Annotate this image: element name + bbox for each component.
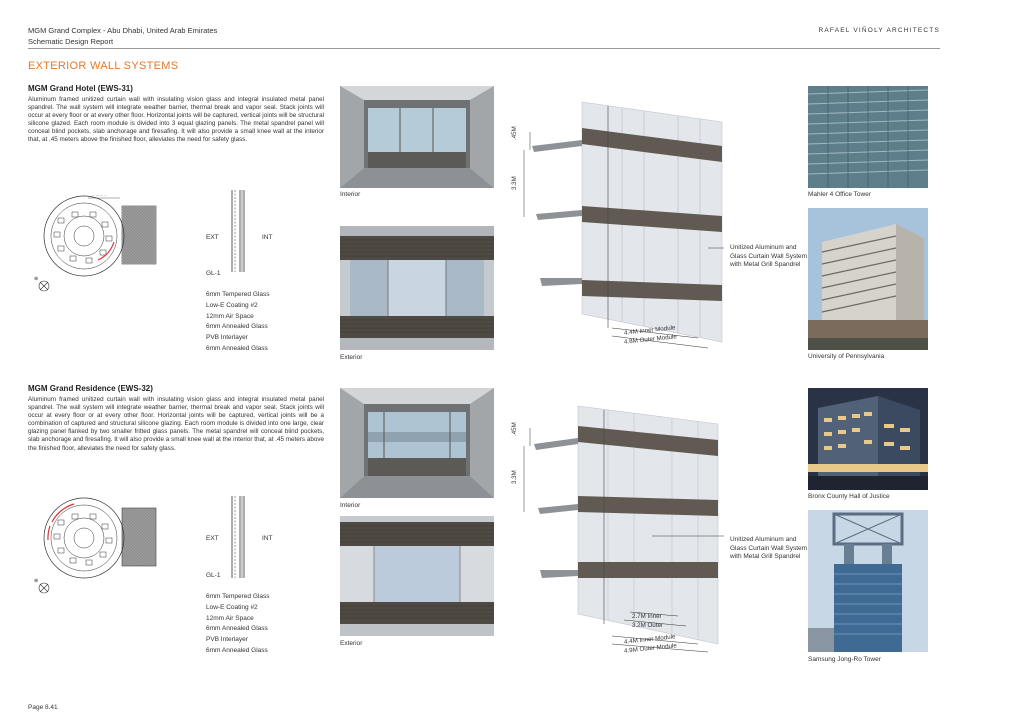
residence-wall-system-label: Unitized Aluminum and Glass Curtain Wall System with Metal Grill Spandrel (730, 536, 808, 560)
residence-dim-outer-small: 3.2M Outer (632, 622, 663, 629)
report-subtitle: Schematic Design Report (28, 37, 114, 46)
firm-logo-text: RAFAEL VIÑOLY ARCHITECTS (818, 27, 940, 34)
svg-text:⊕: ⊕ (34, 276, 39, 282)
hotel-plan-diagram (28, 190, 168, 300)
residence-dim-floor: 3.3M (511, 470, 518, 484)
hotel-photo2-caption: University of Pennsylvania (808, 353, 885, 360)
north-arrow-icon (34, 276, 49, 291)
layer-item: 12mm Air Space (206, 312, 254, 320)
residence-gl-label: GL-1 (206, 572, 221, 579)
residence-photo1-caption: Bronx County Hall of Justice (808, 493, 890, 500)
hotel-curtainwall-isometric (512, 92, 732, 352)
samsung-tower-photo (808, 510, 928, 652)
residence-dim-outer: 4.9M Outer Module (623, 642, 678, 655)
residence-dim-inner: 4.4M Inner Module (623, 633, 676, 646)
residence-exterior-render (340, 516, 494, 636)
residence-plan-diagram (28, 492, 168, 602)
hotel-interior-caption: Interior (340, 191, 361, 198)
north-arrow-icon (34, 578, 49, 593)
layer-item: 6mm Annealed Glass (206, 646, 268, 654)
residence-title: MGM Grand Residence (EWS-32) (28, 384, 153, 393)
layer-item: 6mm Tempered Glass (206, 593, 270, 600)
section-title: EXTERIOR WALL SYSTEMS (28, 60, 179, 72)
layer-item: 6mm Annealed Glass (206, 344, 268, 352)
svg-text:⊕: ⊕ (34, 578, 39, 584)
hotel-glass-layers (206, 290, 269, 355)
residence-photo2-caption: Samsung Jong-Ro Tower (808, 656, 881, 663)
layer-item: 6mm Tempered Glass (206, 291, 270, 298)
layer-item: PVB Interlayer (206, 334, 248, 342)
hotel-dim-inner: 4.4M Inner Module (623, 324, 676, 337)
hotel-title: MGM Grand Hotel (EWS-31) (28, 84, 133, 93)
residence-dim-top: .45M (511, 422, 518, 436)
hotel-ext-label: EXT (206, 234, 219, 241)
layer-item: 6mm Annealed Glass (206, 323, 268, 331)
residence-description: Aluminum framed unitized curtain wall with insulating vision glass and integral insulated metal panel spandrel. The wall system will integrate weather barrier, thermal break and vapor seal. Stack joints will occur at every floor or at every other floor. Horizontal joints will be captured, vertical joints will be a combination of captured and structural silicone glazing. Each room module is divided into one large, clear glazing panel flanked by two smaller fritted glass panels. The metal spandrel will conceal blind pockets, slab anchorage and firesafing. It will also provide a small knee wall at the interior that, at .45 meters above the finished floor, alleviates the need for safety glass. (28, 396, 324, 452)
hotel-photo1-caption: Mahler 4 Office Tower (808, 191, 871, 198)
hotel-dim-outer: 4.8M Outer Module (623, 333, 678, 346)
hotel-glazing-section (222, 190, 252, 278)
hotel-gl-label: GL-1 (206, 270, 221, 277)
residence-int-label: INT (262, 535, 273, 542)
mahler-tower-photo (808, 86, 928, 188)
hotel-interior-render (340, 86, 494, 188)
hotel-description: Aluminum framed unitized curtain wall with insulating vision glass and integral insulated metal panel spandrel. The wall system will integrate weather barrier, thermal break and vapor seal. Stack joints will occur at every floor or at every other floor. Horizontal joints will be captured, vertical joints will be structural silicone glazed. Each room module is divided into 3 equal glazing panels. The metal spandrel panel will conceal blind pockets, slab anchorage and firesafing. It will also provide a small knee wall at the interior that, at .45 meters above the finished floor, alleviates the need for safety glass. (28, 96, 324, 144)
upenn-building-photo (808, 208, 928, 350)
residence-curtainwall-isometric (512, 400, 732, 656)
report-header (28, 25, 217, 47)
page-number: Page 8.41 (28, 704, 58, 711)
hotel-wall-system-label: Unitized Aluminum and Glass Curtain Wall System with Metal Grill Spandrel (730, 244, 808, 268)
residence-glazing-section (222, 496, 252, 584)
hotel-exterior-render (340, 226, 494, 350)
residence-glass-layers (206, 592, 269, 657)
residence-ext-label: EXT (206, 535, 219, 542)
residence-interior-render (340, 388, 494, 498)
layer-item: 12mm Air Space (206, 614, 254, 622)
svg-text:← — — →: ← — — → (92, 193, 107, 197)
residence-interior-caption: Interior (340, 502, 361, 509)
header-divider (28, 48, 940, 49)
hotel-int-label: INT (262, 234, 273, 241)
hotel-dim-top: .45M (511, 126, 518, 140)
layer-item: PVB Interlayer (206, 636, 248, 644)
residence-exterior-caption: Exterior (340, 640, 363, 647)
project-title: MGM Grand Complex - Abu Dhabi, United Arab Emirates (28, 26, 218, 35)
hotel-dim-floor: 3.3M (511, 176, 518, 190)
layer-item: Low-E Coating #2 (206, 301, 258, 309)
residence-dim-inner-small: 2.7M Inner (632, 613, 662, 620)
layer-item: Low-E Coating #2 (206, 603, 258, 611)
hotel-exterior-caption: Exterior (340, 354, 363, 361)
layer-item: 6mm Annealed Glass (206, 625, 268, 633)
bronx-hall-photo (808, 388, 928, 490)
